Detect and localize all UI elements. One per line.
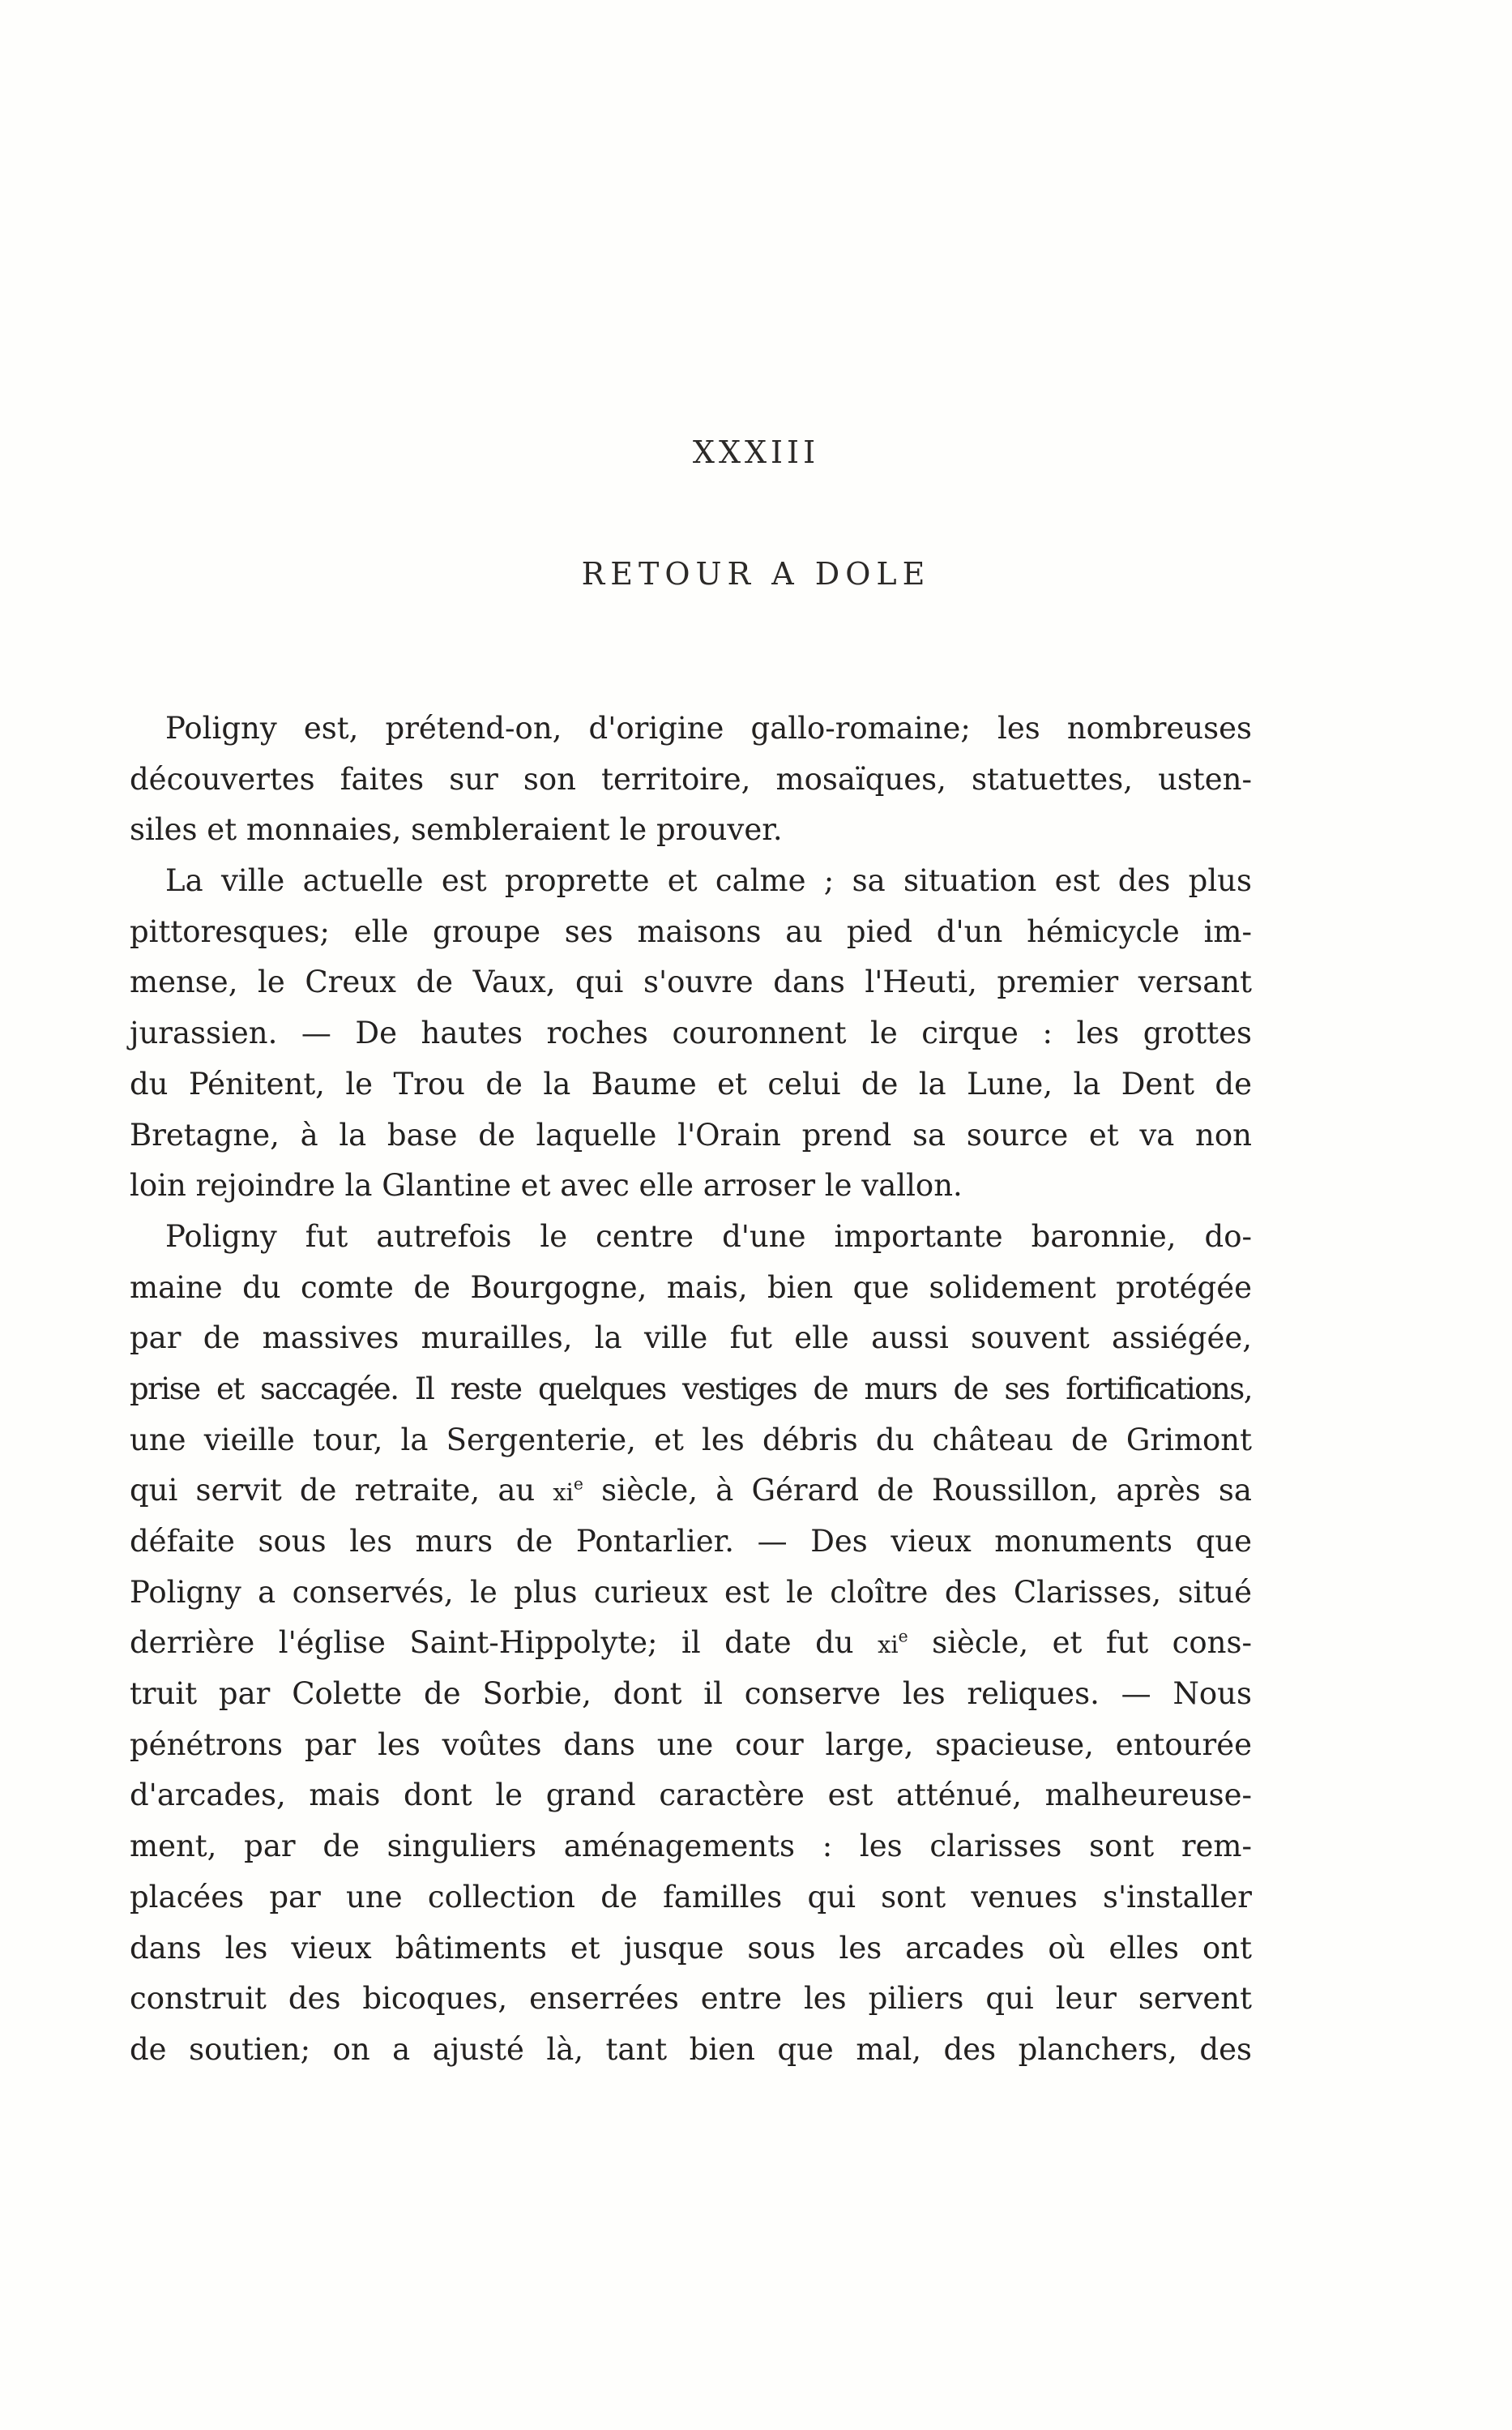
text-line: Poligny fut autrefois le centre d'une importante baronnie, do- — [165, 1218, 1252, 1254]
chapter-title: RETOUR A DOLE — [581, 556, 931, 592]
text-line: par de massives murailles, la ville fut elle aussi souvent assiégée, — [130, 1320, 1252, 1356]
text-line: maine du comte de Bourgogne, mais, bien que solidement protégée — [130, 1269, 1252, 1305]
text-line: Bretagne, à la base de laquelle l'Orain prend sa source et va non — [130, 1117, 1252, 1153]
text-line: prise et saccagée. Il reste quelques vestiges de murs de ses fortifications, — [130, 1371, 1252, 1406]
text-line: pénétrons par les voûtes dans une cour large, spacieuse, entourée — [130, 1726, 1252, 1762]
text-line: placées par une collection de familles qui sont venues s'installer — [130, 1879, 1252, 1914]
line-fragment: siècle, à Gérard de Roussillon, après sa — [601, 1473, 1252, 1508]
body-text — [130, 704, 1252, 2076]
century-suffix: e — [898, 1627, 908, 1647]
text-line: pittoresques; elle groupe ses maisons au pied d'un hémicycle im- — [130, 913, 1252, 949]
century-numeral: xi — [878, 1631, 899, 1659]
text-line: du Pénitent, le Trou de la Baume et celui de la Lune, la Dent de — [130, 1066, 1252, 1102]
text-line: découvertes faites sur son territoire, mosaïques, statuettes, usten- — [130, 761, 1252, 797]
text-line: truit par Colette de Sorbie, dont il conserve les reliques. — Nous — [130, 1676, 1252, 1712]
text-line: loin rejoindre la Glantine et avec elle arroser le vallon. — [130, 1168, 963, 1204]
text-line: jurassien. — De hautes roches couronnent le cirque : les grottes — [130, 1016, 1252, 1051]
text-line: ment, par de singuliers aménagements : les clarisses sont rem- — [130, 1829, 1252, 1864]
line-fragment: siècle, et fut cons- — [932, 1625, 1253, 1661]
text-line-century — [130, 1465, 1252, 1517]
text-line: Poligny est, prétend-on, d'origine gallo-romaine; les nombreuses — [165, 711, 1252, 746]
century-suffix: e — [573, 1474, 583, 1494]
text-line-century — [130, 1618, 1252, 1669]
line-fragment: qui servit de retraite, au — [130, 1473, 536, 1508]
text-line: mense, le Creux de Vaux, qui s'ouvre dans l'Heuti, premier versant — [130, 965, 1252, 1000]
text-line: défaite sous les murs de Pontarlier. — Des vieux monuments que — [130, 1524, 1252, 1559]
text-line: de soutien; on a ajusté là, tant bien que mal, des planchers, des — [130, 2031, 1252, 2067]
text-line: La ville actuelle est proprette et calme ; sa situation est des plus — [165, 863, 1252, 899]
text-line: une vieille tour, la Sergenterie, et les débris du château de Grimont — [130, 1422, 1252, 1457]
text-line: siles et monnaies, sembleraient le prouver. — [130, 812, 783, 848]
chapter-number: XXXIII — [692, 434, 820, 470]
text-line: Poligny a conservés, le plus curieux est le cloître des Clarisses, situé — [130, 1574, 1252, 1610]
text-line: dans les vieux bâtiments et jusque sous les arcades où elles ont — [130, 1930, 1252, 1966]
century-numeral: xi — [553, 1478, 574, 1507]
text-line: d'arcades, mais dont le grand caractère est atténué, malheureuse- — [130, 1778, 1252, 1813]
text-line: construit des bicoques, enserrées entre les piliers qui leur servent — [130, 1981, 1252, 2017]
line-fragment: derrière l'église Saint-Hippolyte; il date du — [130, 1625, 854, 1661]
